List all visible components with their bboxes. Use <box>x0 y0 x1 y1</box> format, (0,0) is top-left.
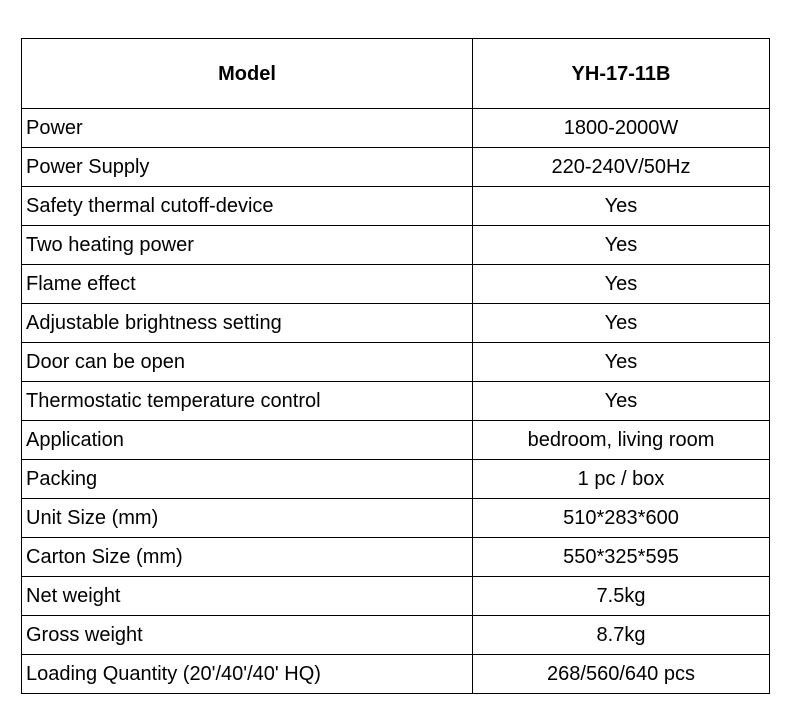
row-label-cell: Application <box>22 421 473 460</box>
row-value-cell: Yes <box>473 265 770 304</box>
row-label-cell: Packing <box>22 460 473 499</box>
table-row <box>22 109 770 148</box>
row-value-cell: 550*325*595 <box>473 538 770 577</box>
spec-table <box>21 38 770 694</box>
table-row <box>22 655 770 694</box>
header-value-cell: YH-17-11B <box>473 39 770 109</box>
row-value-cell: 8.7kg <box>473 616 770 655</box>
row-label-cell: Power Supply <box>22 148 473 187</box>
spec-table-body <box>22 39 770 694</box>
table-row <box>22 148 770 187</box>
row-value-cell: bedroom, living room <box>473 421 770 460</box>
row-label-cell: Loading Quantity (20'/40'/40' HQ) <box>22 655 473 694</box>
row-label-cell: Two heating power <box>22 226 473 265</box>
table-row <box>22 226 770 265</box>
row-label-cell: Gross weight <box>22 616 473 655</box>
table-row <box>22 265 770 304</box>
row-label-cell: Flame effect <box>22 265 473 304</box>
row-label-cell: Safety thermal cutoff-device <box>22 187 473 226</box>
table-row <box>22 382 770 421</box>
row-value-cell: 1 pc / box <box>473 460 770 499</box>
row-label-cell: Net weight <box>22 577 473 616</box>
table-row <box>22 499 770 538</box>
row-value-cell: Yes <box>473 226 770 265</box>
row-label-cell: Thermostatic temperature control <box>22 382 473 421</box>
row-value-cell: 510*283*600 <box>473 499 770 538</box>
row-value-cell: 220-240V/50Hz <box>473 148 770 187</box>
table-row <box>22 616 770 655</box>
table-row <box>22 577 770 616</box>
table-row <box>22 343 770 382</box>
row-value-cell: 268/560/640 pcs <box>473 655 770 694</box>
row-label-cell: Power <box>22 109 473 148</box>
row-value-cell: Yes <box>473 187 770 226</box>
row-label-cell: Carton Size (mm) <box>22 538 473 577</box>
table-header-row <box>22 39 770 109</box>
row-label-cell: Adjustable brightness setting <box>22 304 473 343</box>
table-row <box>22 460 770 499</box>
row-value-cell: Yes <box>473 382 770 421</box>
table-row <box>22 421 770 460</box>
row-value-cell: Yes <box>473 304 770 343</box>
row-value-cell: 1800-2000W <box>473 109 770 148</box>
table-row <box>22 304 770 343</box>
row-label-cell: Unit Size (mm) <box>22 499 473 538</box>
table-row <box>22 538 770 577</box>
table-row <box>22 187 770 226</box>
row-label-cell: Door can be open <box>22 343 473 382</box>
header-label-cell: Model <box>22 39 473 109</box>
row-value-cell: Yes <box>473 343 770 382</box>
row-value-cell: 7.5kg <box>473 577 770 616</box>
